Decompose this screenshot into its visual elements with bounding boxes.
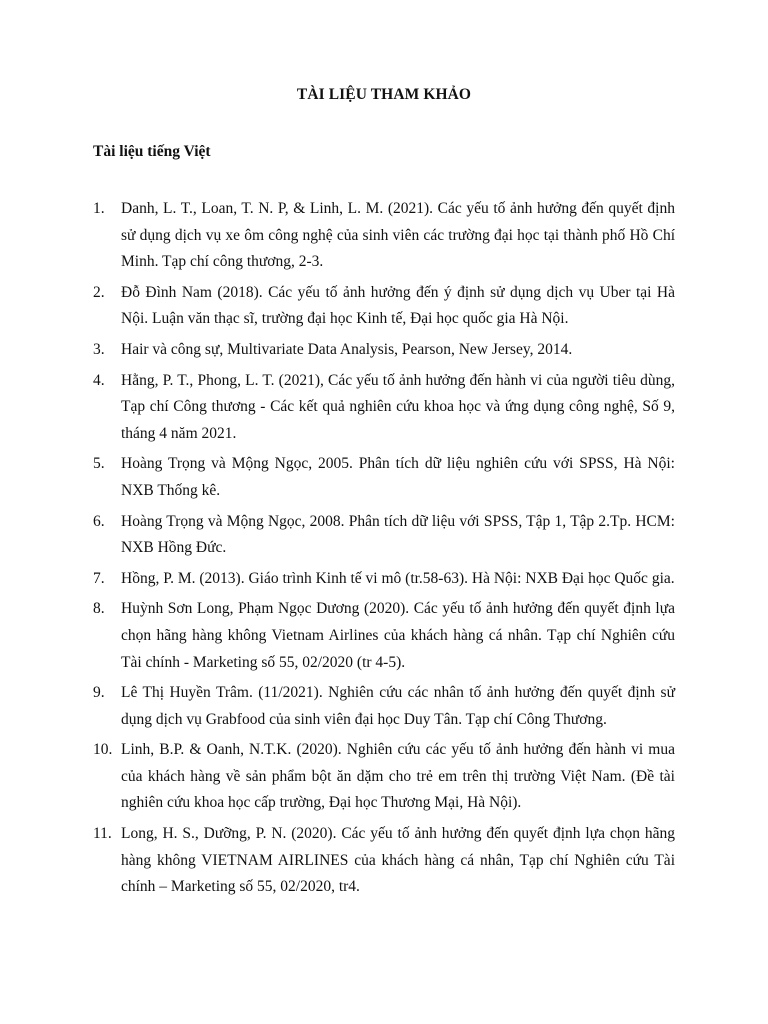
- reference-item: [93, 196, 675, 276]
- reference-number: 6.: [93, 512, 105, 530]
- reference-item: [93, 451, 675, 504]
- reference-text: Huỳnh Sơn Long, Phạm Ngọc Dương (2020). Các yếu tố ảnh hưởng đến quyết định lựa chọn hãng hàng không Vietnam Airlines của khách hàng cá nhân. Tạp chí Nghiên cứu Tài chính - Marketing số 55, 02/2020 (tr 4-5).: [121, 600, 675, 671]
- reference-text: Danh, L. T., Loan, T. N. P, & Linh, L. M. (2021). Các yếu tố ảnh hưởng đến quyết định sử dụng dịch vụ xe ôm công nghệ của sinh viên các trường đại học tại thành phố Hồ Chí Minh. Tạp chí công thương, 2-3.: [121, 200, 675, 271]
- reference-text: Hoàng Trọng và Mộng Ngọc, 2005. Phân tích dữ liệu nghiên cứu với SPSS, Hà Nội: NXB Thống kê.: [121, 455, 675, 499]
- reference-number: 11.: [93, 825, 112, 843]
- reference-text: Linh, B.P. & Oanh, N.T.K. (2020). Nghiên cứu các yếu tố ảnh hưởng đến hành vi mua của khách hàng về sản phẩm bột ăn dặm cho trẻ em trên thị trường Việt Nam. (Đề tài nghiên cứu khoa học cấp trường, Đại học Thương Mại, Hà Nội).: [121, 741, 675, 812]
- reference-number: 9.: [93, 684, 105, 702]
- reference-text: Đỗ Đình Nam (2018). Các yếu tố ảnh hưởng đến ý định sử dụng dịch vụ Uber tại Hà Nội. Luận văn thạc sĩ, trường đại học Kinh tế, Đại học quốc gia Hà Nội.: [121, 283, 675, 328]
- reference-number: 8.: [93, 600, 105, 618]
- reference-item: [93, 280, 675, 333]
- reference-text: Lê Thị Huyền Trâm. (11/2021). Nghiên cứu các nhân tố ảnh hưởng đến quyết định sử dụng dịch vụ Grabfood của sinh viên đại học Duy Tân. Tạp chí Công Thương.: [121, 684, 675, 728]
- reference-number: 5.: [93, 455, 105, 473]
- reference-item: [93, 821, 675, 901]
- reference-number: 3.: [93, 340, 105, 358]
- reference-item: [93, 680, 675, 733]
- page-title: TÀI LIỆU THAM KHẢO: [296, 86, 472, 103]
- reference-number: 4.: [93, 371, 105, 389]
- reference-item: [93, 596, 675, 676]
- section-heading: Tài liệu tiếng Việt: [93, 143, 211, 160]
- reference-item: [93, 566, 675, 593]
- reference-number: 1.: [93, 200, 105, 217]
- reference-number: 7.: [93, 569, 105, 587]
- reference-text: Hồng, P. M. (2013). Giáo trình Kinh tế vi mô (tr.58-63). Hà Nội: NXB Đại học Quốc gia.: [121, 569, 675, 587]
- reference-number: 10.: [93, 741, 113, 759]
- reference-item: [93, 737, 675, 817]
- reference-item: [93, 337, 675, 364]
- reference-item: [93, 509, 675, 562]
- reference-item: [93, 368, 675, 448]
- reference-text: Long, H. S., Dưỡng, P. N. (2020). Các yếu tố ảnh hưởng đến quyết định lựa chọn hãng hàng không VIETNAM AIRLINES của khách hàng cá nhân, Tạp chí Nghiên cứu Tài chính – Marketing số 55, 02/2020, tr4.: [121, 825, 675, 896]
- reference-text: Hair và công sự, Multivariate Data Analysis, Pearson, New Jersey, 2014.: [121, 340, 573, 358]
- reference-list: [93, 196, 675, 905]
- reference-text: Hoàng Trọng và Mộng Ngọc, 2008. Phân tích dữ liệu với SPSS, Tập 1, Tập 2.Tp. HCM: NXB Hồng Đức.: [121, 512, 675, 557]
- reference-number: 2.: [93, 283, 105, 301]
- reference-text: Hằng, P. T., Phong, L. T. (2021), Các yếu tố ảnh hưởng đến hành vi của người tiêu dùng, Tạp chí Công thương - Các kết quả nghiên cứu khoa học và ứng dụng công nghệ, Số 9, tháng 4 năm 2021.: [121, 371, 675, 442]
